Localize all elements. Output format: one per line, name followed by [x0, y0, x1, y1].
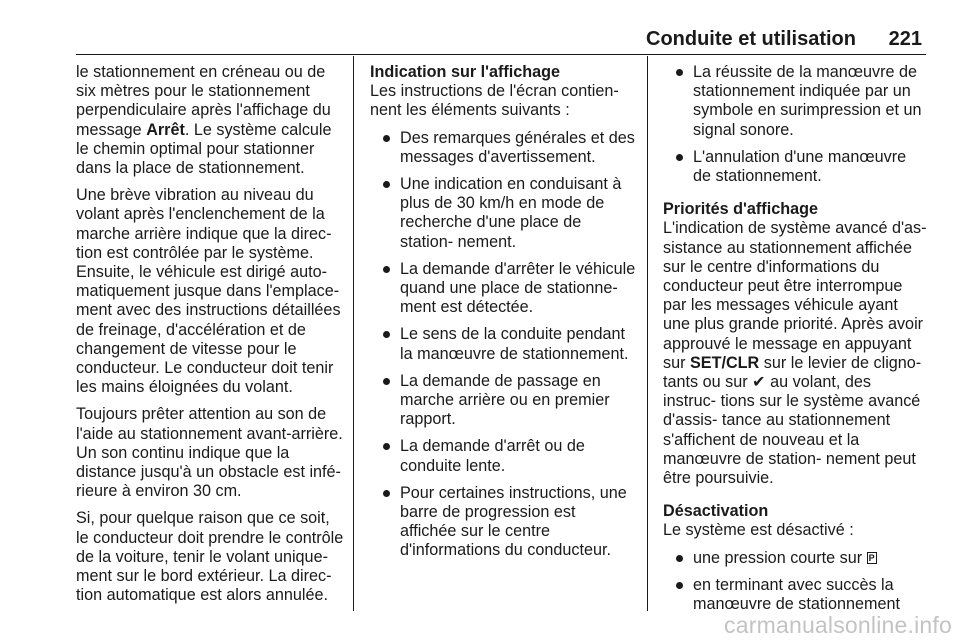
text: au volant, des instruc- tions sur le système avancé d'assis- tance au stationnement s'affichent de nouveau et la manœuvre de station- nement peut être poursuivie. — [663, 373, 921, 488]
text: une pression courte sur — [693, 548, 867, 567]
checkmark-icon: ✔ — [752, 373, 766, 392]
paragraph: Toujours prêter attention au son de l'aide au stationnement avant-arrière. Un son continu indique que la distance jusqu'à un obstacle est infé- rieure à environ 30 cm. — [76, 405, 343, 501]
section-heading: Désactivation — [663, 502, 769, 521]
bullet-list — [370, 129, 636, 561]
page-title: Conduite et utilisation — [646, 28, 856, 50]
column-divider — [647, 56, 648, 611]
paragraph: Les instructions de l'écran contien- nent les éléments suivants : — [370, 82, 619, 120]
paragraph — [76, 63, 344, 178]
page-number: 221 — [888, 28, 922, 50]
list-item: La demande de passage en marche arrière ou en premier rapport. — [370, 372, 636, 430]
list-item: La réussite de la manœuvre de stationnement indiquée par un symbole en surimpression et un signal sonore. — [663, 63, 928, 140]
paragraph: Si, pour quelque raison que ce soit, le conducteur doit prendre le contrôle de la voiture, tenir le volant unique- ment sur le bord extérieur. La direc- tion automatique est alors annulée. — [76, 509, 344, 605]
list-item: Une indication en conduisant à plus de 30 km/h en mode de recherche d'une place de station- nement. — [370, 175, 636, 252]
column-1 — [76, 63, 344, 613]
list-item: La demande d'arrêter le véhicule quand une place de stationne- ment est détectée. — [370, 260, 636, 318]
section-heading: Priorités d'affichage — [663, 200, 818, 219]
list-item: Des remarques générales et des messages d'avertissement. — [370, 129, 636, 167]
parking-button-icon: P — [868, 552, 875, 563]
list-item: en terminant avec succès la manœuvre de stationnement — [663, 576, 928, 614]
column-2 — [370, 63, 636, 569]
text: L'indication de système avancé d'as- sistance au stationnement affichée sur le centre d'informations du conducteur peut être interrompue par les messages véhicule ayant une plus grande priorité. Après avoir approuvé le message en appuyant sur — [663, 219, 927, 372]
column-3 — [663, 63, 928, 622]
list-item: Le sens de la conduite pendant la manœuvre de stationnement. — [370, 325, 636, 363]
list-item: Pour certaines instructions, une barre de progression est affichée sur le centre d'informations du conducteur. — [370, 484, 636, 561]
paragraph: Le système est désactivé : — [663, 521, 854, 540]
bullet-list — [663, 549, 928, 615]
list-item — [663, 549, 928, 568]
section-heading: Indication sur l'affichage — [370, 63, 561, 81]
list-item: L'annulation d'une manœuvre de stationnement. — [663, 148, 928, 186]
bold-term: Arrêt — [146, 120, 185, 139]
text: le stationnement en créneau ou de six mètres pour le stationnement perpendiculaire après l'affichage du message — [76, 63, 331, 139]
bold-term: SET/CLR — [690, 353, 760, 372]
paragraph — [663, 219, 928, 488]
text: . Le système calcule le chemin optimal pour stationner dans la place de stationnement. — [76, 120, 332, 178]
paragraph: Une brève vibration au niveau du volant après l'enclenchement de la marche arrière indique que la direc- tion est contrôlée par le système. Ensuite, le véhicule est dirigé auto- matiquement jusque dans l'emplace- ment avec des instructions détaillées de freinage, d'accélération et de changement de vitesse pour le conducteur. Le conducteur doit tenir les mains éloignées du volant. — [76, 186, 341, 397]
page-header — [76, 18, 926, 55]
list-item: La demande d'arrêt ou de conduite lente. — [370, 437, 636, 475]
text: sur le levier de cligno- tants ou sur — [663, 353, 922, 392]
column-divider — [353, 56, 354, 611]
bullet-list — [663, 63, 928, 186]
watermark: carmanualsonline.info — [724, 612, 952, 638]
